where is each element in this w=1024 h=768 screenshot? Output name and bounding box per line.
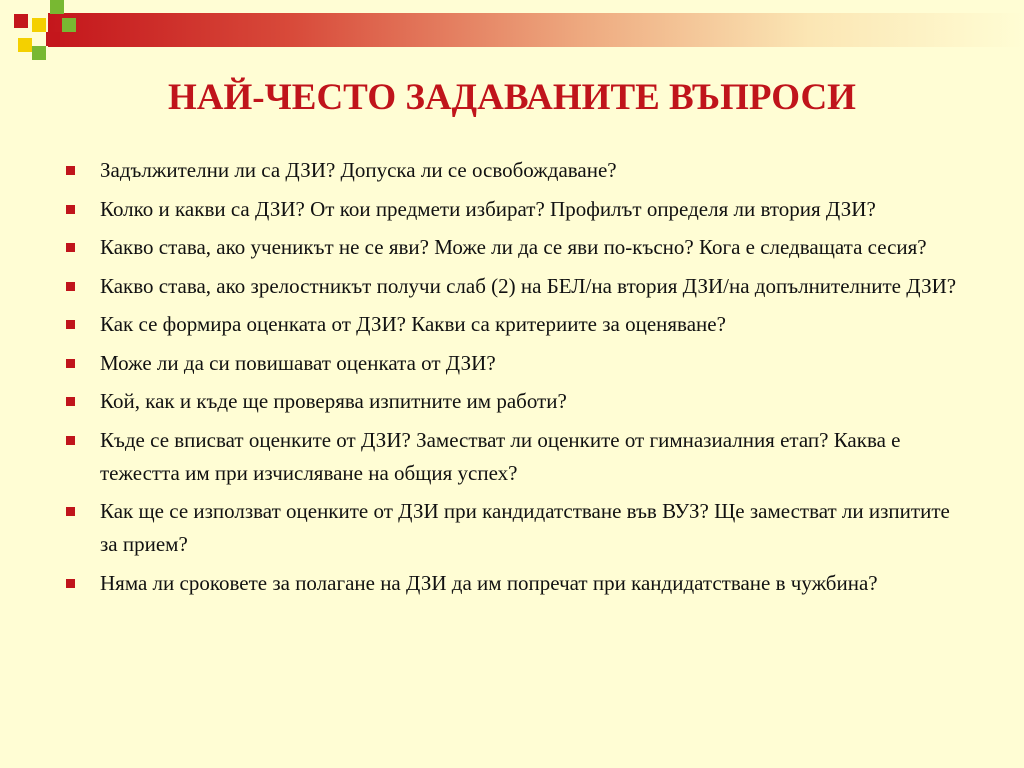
square-bullet-icon bbox=[66, 205, 75, 214]
list-item-text: Задължителни ли са ДЗИ? Допуска ли се освобождаване? bbox=[100, 158, 617, 182]
decorative-squares-logo bbox=[0, 0, 90, 60]
green-square bbox=[62, 18, 76, 32]
list-item-text: Може ли да си повишават оценката от ДЗИ? bbox=[100, 350, 496, 375]
list-item-text: Какво става, ако ученикът не се яви? Може ли да се яви по-късно? Кога е следващата сесия? bbox=[100, 235, 927, 259]
red-square bbox=[46, 32, 60, 46]
list-item bbox=[60, 347, 960, 380]
list-item-text: Няма ли сроковете за полагане на ДЗИ да им попречат при кандидатстване в чужбина? bbox=[100, 570, 878, 595]
header-gradient-bar bbox=[48, 13, 1024, 47]
square-bullet-icon bbox=[66, 282, 75, 291]
square-bullet-icon bbox=[66, 397, 75, 406]
square-bullet-icon bbox=[66, 320, 75, 329]
list-item bbox=[60, 231, 960, 264]
list-item-text: Как ще се използват оценките от ДЗИ при кандидатстване във ВУЗ? Ще заместват ли изпитите за прием? bbox=[100, 499, 950, 556]
square-bullet-icon bbox=[66, 359, 75, 368]
list-item-text: Колко и какви са ДЗИ? От кои предмети избират? Профилът определя ли втория ДЗИ? bbox=[100, 196, 876, 221]
list-item-text: Кой, как и къде ще проверява изпитните им работи? bbox=[100, 389, 567, 413]
yellow-square bbox=[18, 38, 32, 52]
list-item bbox=[60, 154, 960, 187]
square-bullet-icon bbox=[66, 243, 75, 252]
yellow-square bbox=[32, 18, 46, 32]
square-bullet-icon bbox=[66, 436, 75, 445]
list-item bbox=[60, 193, 960, 226]
list-item-text: Къде се вписват оценките от ДЗИ? Заместват ли оценките от гимназиалния етап? Каква е тежестта им при изчисляване на общия успех? bbox=[100, 427, 901, 485]
list-item bbox=[60, 424, 960, 490]
green-square bbox=[32, 46, 46, 60]
red-square bbox=[14, 14, 28, 28]
square-bullet-icon bbox=[66, 166, 75, 175]
question-list bbox=[60, 154, 960, 605]
list-item-text: Какво става, ако зрелостникът получи слаб (2) на БЕЛ/на втория ДЗИ/на допълнителните ДЗИ? bbox=[100, 273, 957, 298]
square-bullet-icon bbox=[66, 579, 75, 588]
list-item-text: Как се формира оценката от ДЗИ? Какви са критериите за оценяване? bbox=[100, 312, 726, 336]
list-item bbox=[60, 385, 960, 418]
list-item bbox=[60, 495, 960, 561]
list-item bbox=[60, 308, 960, 341]
list-item bbox=[60, 270, 960, 303]
slide-title: НАЙ-ЧЕСТО ЗАДАВАНИТЕ ВЪПРОСИ bbox=[168, 77, 856, 118]
list-item bbox=[60, 567, 960, 600]
green-square bbox=[50, 0, 64, 14]
square-bullet-icon bbox=[66, 507, 75, 516]
